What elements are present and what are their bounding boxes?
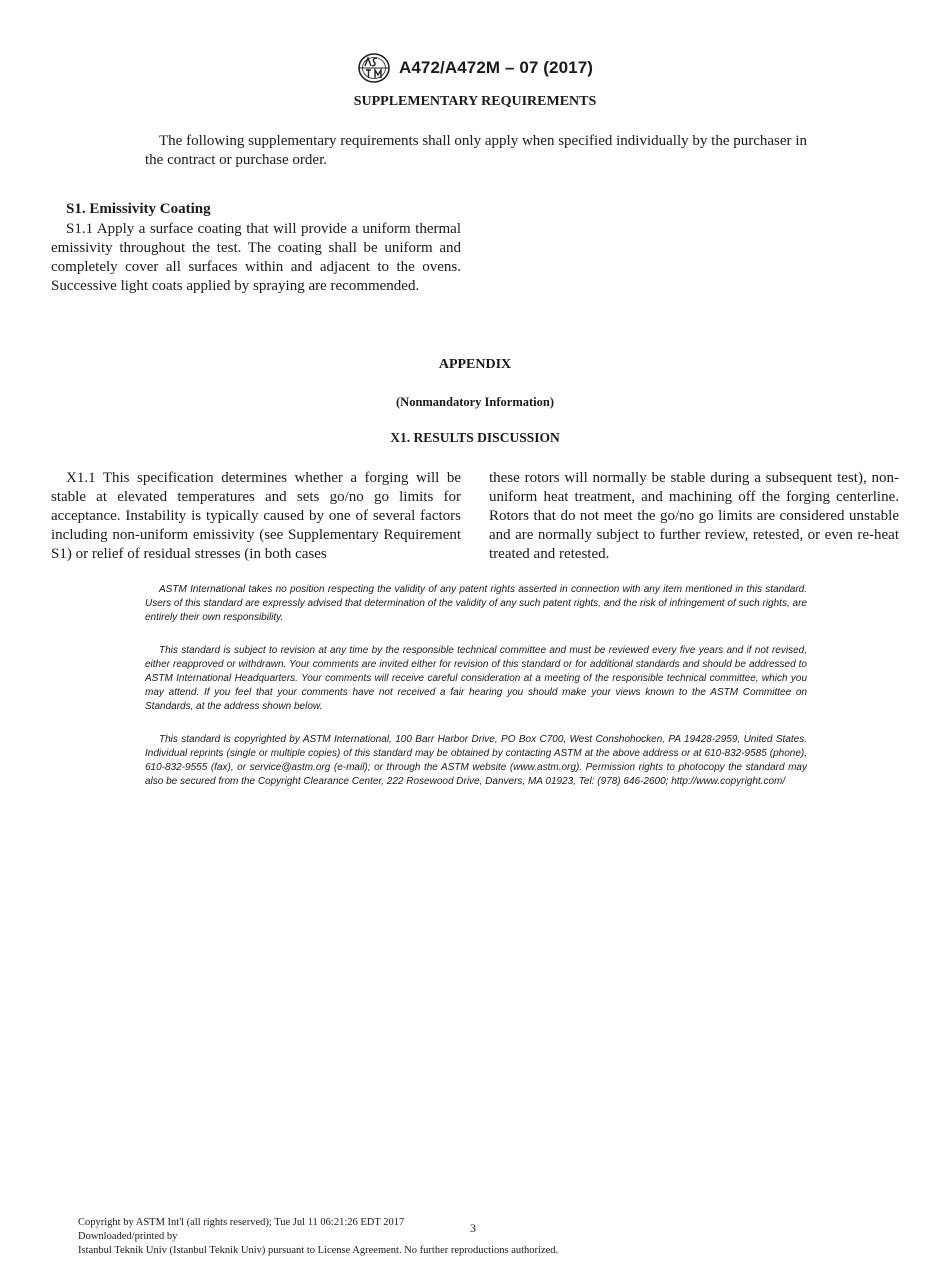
x1-1-paragraph-right-column: these rotors will normally be stable during a subsequent test), non-uniform heat treatment, and machining off the forging centerline. Rotors that do not meet the go/no go limits are considered unstable and are normally subject to further review, retested, or even re-heat treated and retested. <box>489 470 899 562</box>
appendix-title: APPENDIX <box>438 357 512 372</box>
patent-notice-text: ASTM International takes no position respecting the validity of any patent rights asserted in connection with any item mentioned in this standard. Users of this standard are expressly advised that determination of the validity of any such patent rights, and the risk of infringement of such rights, are entirely their own responsibility. <box>145 584 807 623</box>
supplementary-requirements-title: SUPPLEMENTARY REQUIREMENTS <box>353 94 597 109</box>
revision-notice-text: This standard is subject to revision at any time by the responsible technical committee and must be reviewed every five years and if not revised, either reapproved or withdrawn. Your comments are invited either for revision of this standard or for additional standards and should be addressed to ASTM International Headquarters. Your comments will receive careful consideration at a meeting of the responsible technical committee, which you may attend. If you feel that your comments have not received a fair hearing you should make your views known to the ASTM Committee on Standards, at the address shown below. <box>145 645 807 712</box>
s1-heading: S1. Emissivity Coating <box>66 201 211 217</box>
astm-logo-icon <box>357 52 391 84</box>
footer-downloaded-line: Downloaded/printed by <box>78 1231 178 1242</box>
revision-notice <box>145 644 807 714</box>
appendix-subtitle: (Nonmandatory Information) <box>396 395 554 409</box>
x1-heading: X1. RESULTS DISCUSSION <box>390 430 560 445</box>
supplementary-intro-paragraph: The following supplementary requirements shall only apply when specified individually by the purchaser in the contract or purchase order. <box>145 133 807 168</box>
patent-notice <box>145 583 807 625</box>
copyright-notice-text: This standard is copyrighted by ASTM International, 100 Barr Harbor Drive, PO Box C700, West Conshohocken, PA 19428-2959, United States. Individual reprints (single or multiple copies) of this standard may be obtained by contacting ASTM at the above address or at 610-832-9585 (phone), 610-832-9555 (fax), or service@astm.org (e-mail); or through the ASTM website (www.astm.org). Permission rights to photocopy the standard may also be secured from the Copyright Clearance Center, 222 Rosewood Drive, Danvers, MA 01923, Tel: (978) 646-2600; http://www.copyright.com/ <box>145 734 807 787</box>
footer-license-line: Istanbul Teknik Univ (Istanbul Teknik Univ) pursuant to License Agreement. No further reproductions authorized. <box>78 1245 559 1256</box>
footer-copyright-line: Copyright by ASTM Int'l (all rights reserved); Tue Jul 11 06:21:26 EDT 2017 <box>78 1217 405 1228</box>
x1-1-paragraph-left-column: X1.1 This specification determines whether a forging will be stable at elevated temperatures and sets go/no go limits for acceptance. Instability is typically caused by one of several factors including non-uniform emissivity (see Supplementary Requirement S1) or relief of residual stresses (in both cases <box>51 470 461 562</box>
s1-1-paragraph: S1.1 Apply a surface coating that will provide a uniform thermal emissivity throughout the test. The coating shall be uniform and completely cover all surfaces within and adjacent to the ovens. Successive light coats applied by spraying are recommended. <box>51 221 461 294</box>
standard-designation: A472/A472M – 07 (2017) <box>398 58 594 77</box>
download-footer <box>78 1216 558 1258</box>
page-number: 3 <box>470 1221 476 1235</box>
copyright-notice <box>145 733 807 789</box>
document-header <box>0 52 950 84</box>
